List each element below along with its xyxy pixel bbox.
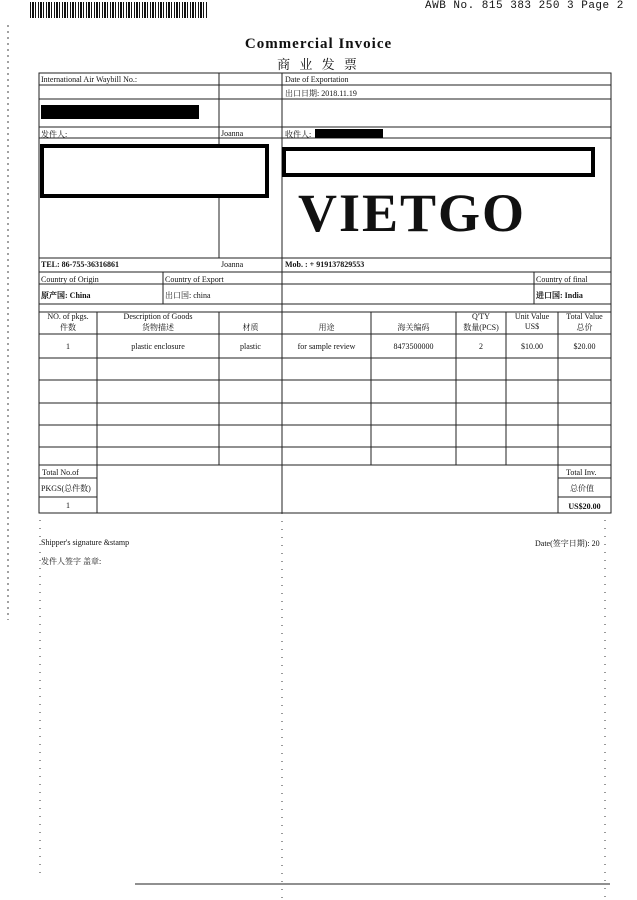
export-country-label: Country of Export — [165, 275, 224, 284]
final-country-label: Country of final — [536, 275, 588, 284]
row-qty: 2 — [479, 342, 483, 351]
redacted-shipper-address — [40, 144, 269, 198]
redacted-awb — [41, 105, 199, 119]
awb-label: International Air Waybill No.: — [41, 75, 138, 84]
row-description: plastic enclosure — [131, 342, 185, 351]
shipper-tel: TEL: 86-755-36316861 — [41, 260, 119, 269]
row-usage: for sample review — [297, 342, 356, 351]
tel-name: Joanna — [221, 260, 244, 269]
total-no-label: Total No.of — [42, 468, 79, 477]
header-unit-value: Unit Value — [514, 312, 550, 321]
row-pkgs: 1 — [66, 342, 70, 351]
header-total-value: Total Value — [566, 312, 603, 321]
row-total-value: $20.00 — [573, 342, 596, 351]
signature-cn: 发件人签字 盖章: — [41, 557, 102, 566]
redacted-consignee-address — [282, 147, 595, 177]
consignee-label: 收件人: — [285, 130, 312, 139]
total-inv-label: Total Inv. — [566, 468, 597, 477]
page-title: Commercial Invoice — [244, 36, 393, 52]
export-date-label: Date of Exportation — [285, 75, 349, 84]
export-country-value: 出口国: china — [165, 291, 211, 300]
vietgo-logo: VIETGO — [298, 183, 527, 243]
row-unit-value: $10.00 — [521, 342, 543, 351]
header-description: Description of Goods — [123, 312, 193, 321]
header-hscode-cn: 海关编码 — [397, 323, 430, 332]
header-material-cn: 材质 — [242, 323, 259, 332]
final-country-value: 进口国: India — [536, 291, 583, 300]
total-value: US$20.00 — [568, 502, 601, 511]
header-pkgs-cn: 件数 — [60, 323, 76, 332]
consignee-mob: Mob. : + 919137829553 — [285, 260, 365, 269]
shipper-label: 发件人: — [41, 130, 68, 139]
shipper-name: Joanna — [221, 129, 244, 138]
origin-value: 原产国: China — [41, 291, 91, 300]
header-qty-cn: 数量(PCS) — [463, 323, 499, 332]
header-unit-cn: US$ — [524, 322, 540, 331]
origin-label: Country of Origin — [41, 275, 99, 284]
header-pkgs: NO. of pkgs. — [47, 312, 89, 321]
awb-number: AWB No. 815 383 250 3 Page 2 — [425, 0, 624, 12]
header-total-cn: 总价 — [576, 323, 593, 332]
header-qty: Q'TY — [472, 312, 490, 321]
row-material: plastic — [240, 342, 261, 351]
export-date-value: 出口日期: 2018.11.19 — [285, 89, 357, 98]
header-usage-cn: 用途 — [318, 323, 335, 332]
signature-label: Shipper's signature &stamp — [41, 538, 130, 547]
header-description-cn: 货物描述 — [142, 323, 174, 332]
redacted-consignee — [315, 129, 383, 138]
total-inv-cn: 总价值 — [570, 484, 594, 493]
page-subtitle-cn: 商 业 发 票 — [277, 57, 360, 72]
signature-date: Date(签字日期): 20 — [535, 539, 600, 548]
pkgs-value: 1 — [66, 501, 70, 510]
row-hscode: 8473500000 — [393, 342, 434, 351]
pkgs-label: PKGS(总件数) — [41, 484, 91, 493]
